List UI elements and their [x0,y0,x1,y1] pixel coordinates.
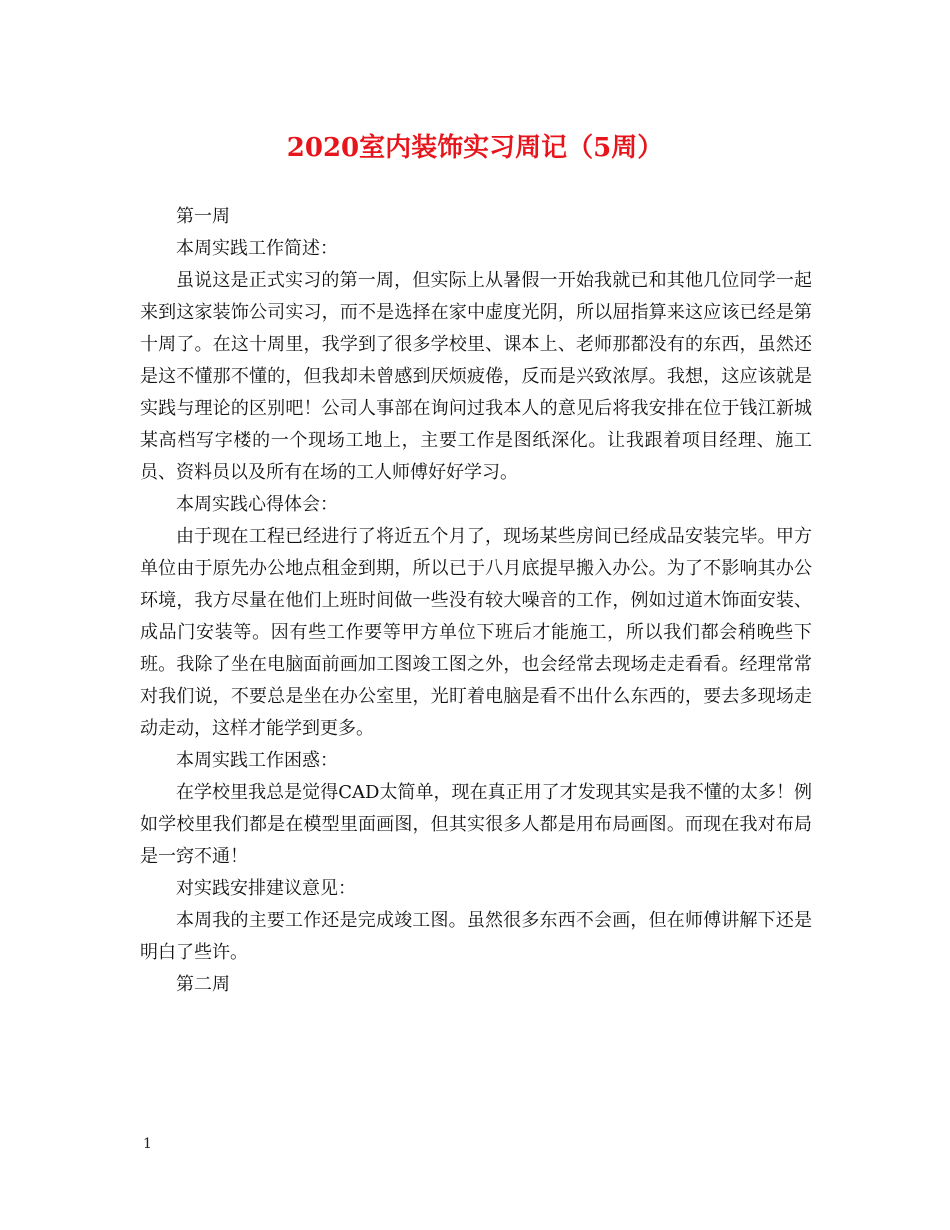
subheading-confusion: 本周实践工作困惑： [176,750,338,771]
document-title: 2020室内装饰实习周记（5周） [286,133,664,163]
document-body [140,201,812,1001]
subheading-suggestions: 对实践安排建议意见： [176,878,356,899]
paragraph-experience: 由于现在工程已经进行了将近五个月了，现场某些房间已经成品安装完毕。甲方单位由于原先办公地点租金到期，所以已于八月底提早搬入办公。为了不影响其办公环境，我方尽量在他们上班时间做一些没有较大噪音的工作，例如过道木饰面安装、成品门安装等。因有些工作要等甲方单位下班后才能施工，所以我们都会稍晚些下班。我除了坐在电脑面前画加工图竣工图之外，也会经常去现场走走看看。经理常常对我们说，不要总是坐在办公室里，光盯着电脑是看不出什么东西的，要去多现场走动走动，这样才能学到更多。 [140,526,812,739]
paragraph-confusion: 在学校里我总是觉得CAD太简单，现在真正用了才发现其实是我不懂的太多！例如学校里我们都是在模型里面画图，但其实很多人都是用布局画图。而现在我对布局是一窍不通！ [140,782,812,867]
paragraph-work-summary: 虽说这是正式实习的第一周，但实际上从暑假一开始我就已和其他几位同学一起来到这家装饰公司实习，而不是选择在家中虚度光阴，所以屈指算来这应该已经是第十周了。在这十周里，我学到了很多学校里、课本上、老师那都没有的东西，虽然还是这不懂那不懂的，但我却未曾感到厌烦疲倦，反而是兴致浓厚。我想，这应该就是实践与理论的区别吧！公司人事部在询问过我本人的意见后将我安排在位于钱江新城某高档写字楼的一个现场工地上，主要工作是图纸深化。让我跟着项目经理、施工员、资料员以及所有在场的工人师傅好好学习。 [140,270,812,483]
subheading-work-summary: 本周实践工作简述： [176,238,338,259]
section-heading-week-2: 第二周 [176,974,230,995]
page-number: 1 [143,1136,152,1152]
paragraph-suggestions: 本周我的主要工作还是完成竣工图。虽然很多东西不会画，但在师傅讲解下还是明白了些许。 [140,910,812,963]
section-heading-week-1: 第一周 [176,206,230,227]
subheading-experience: 本周实践心得体会： [176,494,338,515]
